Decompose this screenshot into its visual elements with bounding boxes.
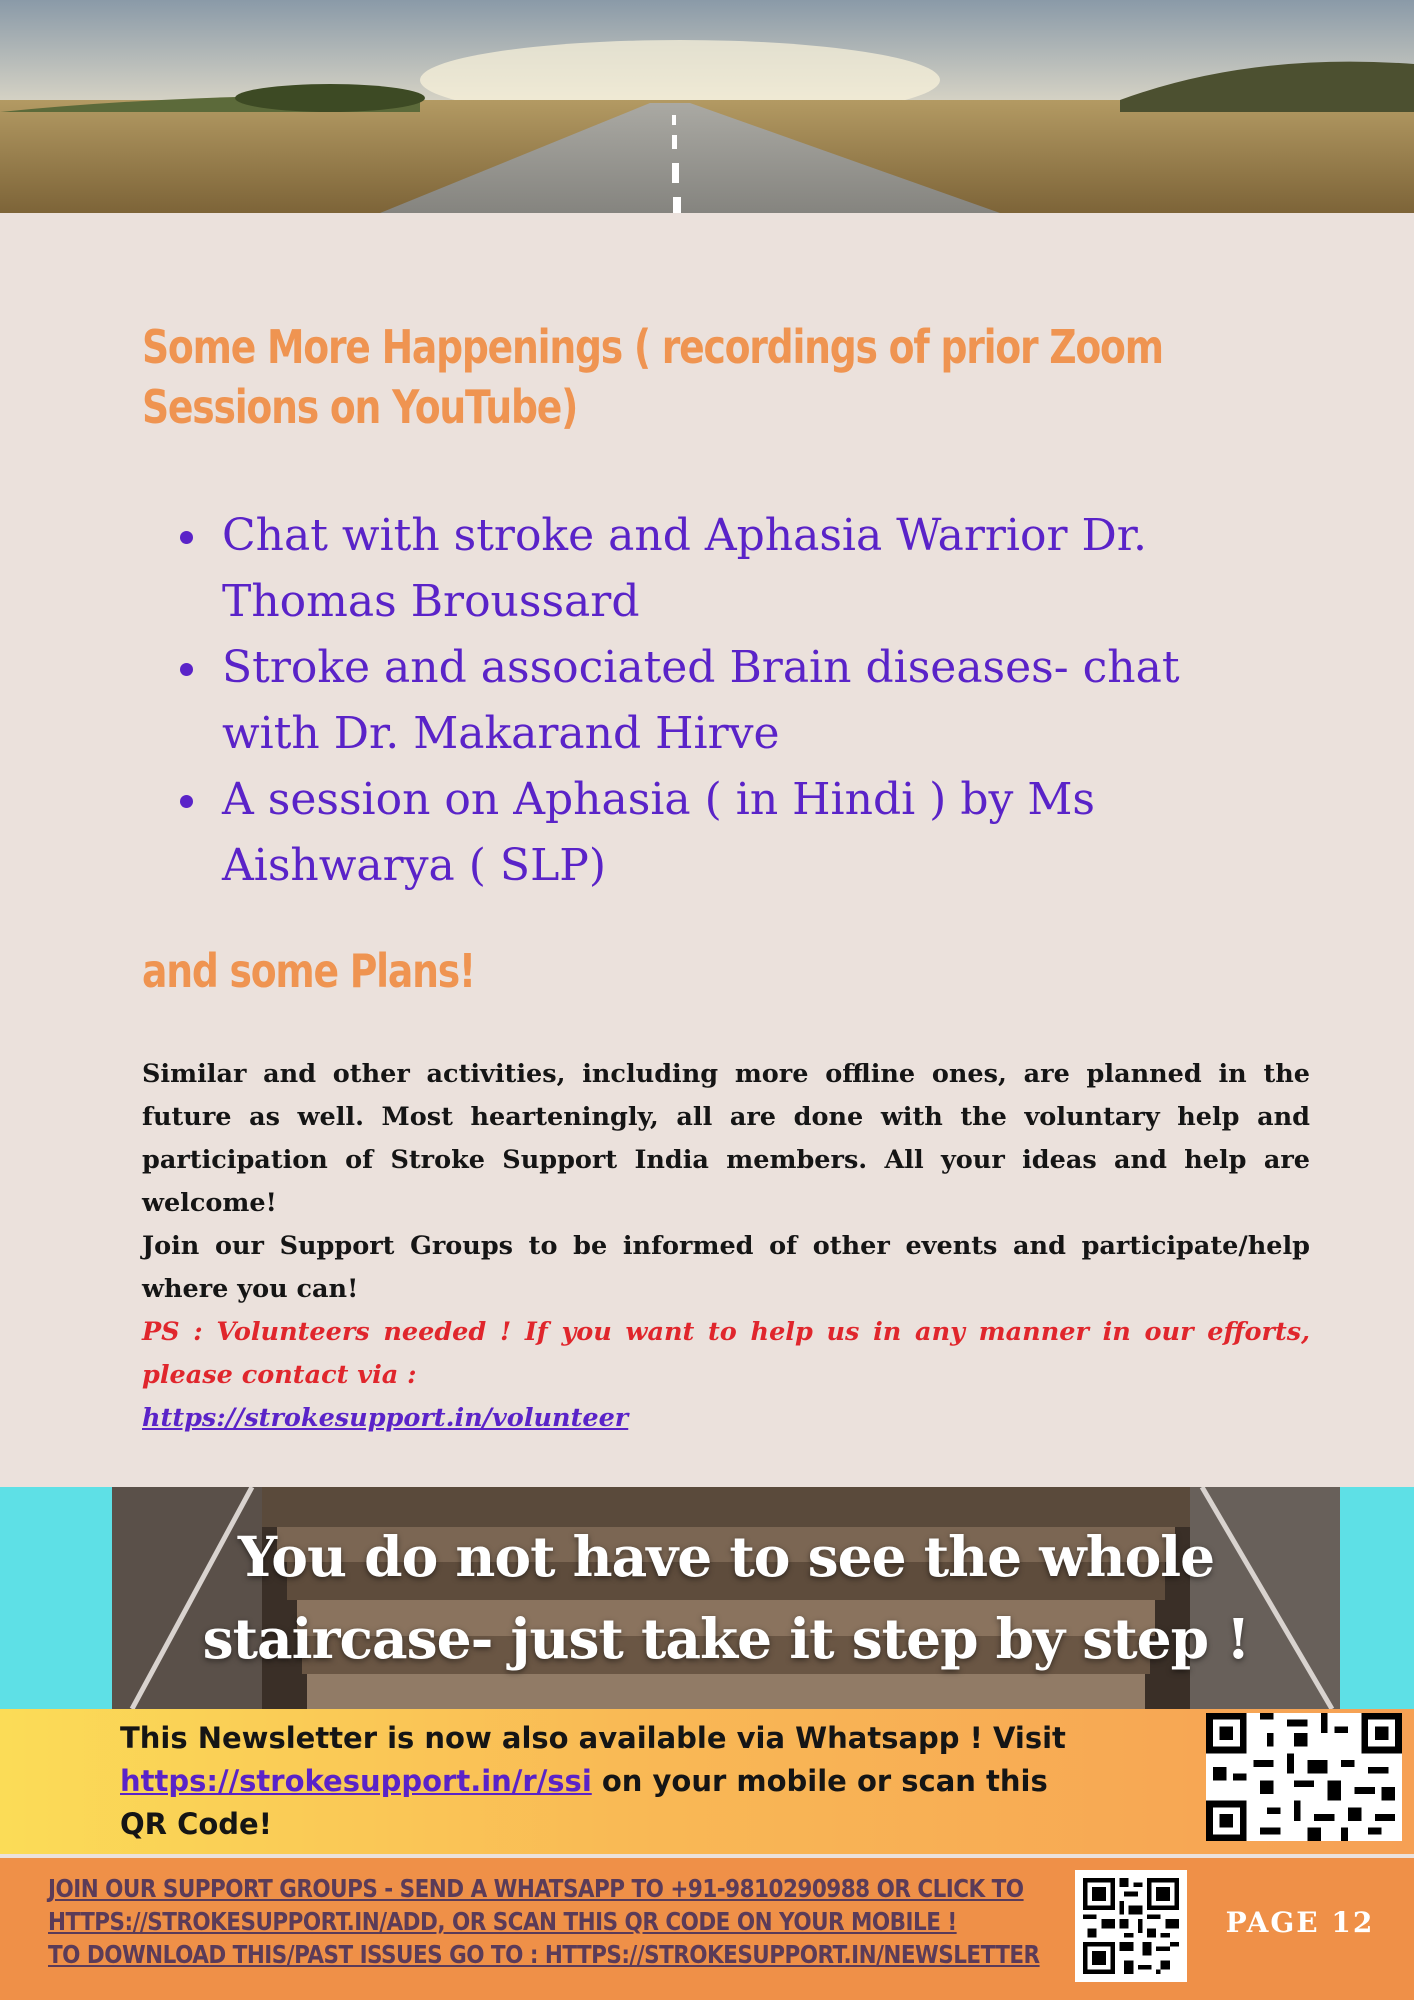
bullet-icon	[180, 531, 193, 544]
volunteer-text: PS : Volunteers needed ! If you want to help us in any manner in our efforts, please contact via :	[142, 1317, 1310, 1390]
whatsapp-text-after: on your mobile or scan this QR Code!	[120, 1764, 1048, 1841]
plans-body	[142, 1053, 1310, 1311]
plans-heading: and some Plans!	[142, 944, 475, 998]
footer-bar	[0, 1858, 1414, 2000]
plans-paragraph: Join our Support Groups to be informed of other events and participate/help where you can!	[142, 1231, 1310, 1304]
list-item	[142, 635, 1242, 767]
list-item	[142, 503, 1242, 635]
bullet-icon	[180, 795, 193, 808]
quote-text-wrap	[112, 1487, 1340, 1709]
bullet-icon	[180, 663, 193, 676]
whatsapp-link[interactable]: https://strokesupport.in/r/ssi	[120, 1764, 592, 1798]
event-text: Chat with stroke and Aphasia Warrior Dr. Thomas Broussard	[222, 510, 1147, 627]
happenings-heading: Some More Happenings ( recordings of prior Zoom Sessions on YouTube)	[142, 320, 1163, 434]
footer-line[interactable]: HTTPS://STROKESUPPORT.IN/ADD, OR SCAN THIS QR CODE ON YOUR MOBILE !	[48, 1907, 957, 1936]
whatsapp-text	[120, 1717, 1080, 1846]
events-list	[142, 503, 1242, 899]
volunteer-note	[142, 1311, 1310, 1440]
header-road-photo	[0, 0, 1414, 213]
event-text: A session on Aphasia ( in Hindi ) by Ms Aishwarya ( SLP)	[222, 774, 1095, 891]
quote-text: You do not have to see the whole staircase- just take it step by step !	[202, 1524, 1250, 1671]
whatsapp-qr-code-icon[interactable]	[1206, 1713, 1402, 1841]
whatsapp-bar	[0, 1709, 1414, 1854]
plans-paragraph: Similar and other activities, including more offline ones, are planned in the future as well. Most hearteningly, all are done with the voluntary help and participation of Stroke Support India members. All your ideas and help are welcome!	[142, 1059, 1310, 1218]
support-group-qr-code-icon[interactable]	[1075, 1870, 1187, 1982]
list-item	[142, 767, 1242, 899]
footer-line[interactable]: TO DOWNLOAD THIS/PAST ISSUES GO TO : HTTPS://STROKESUPPORT.IN/NEWSLETTER	[48, 1940, 1040, 1969]
whatsapp-text-before: This Newsletter is now also available via Whatsapp ! Visit	[120, 1721, 1066, 1755]
quote-banner	[0, 1487, 1414, 1709]
footer-links[interactable]	[48, 1872, 1080, 1971]
footer-line[interactable]: JOIN OUR SUPPORT GROUPS - SEND A WHATSAPP TO +91-9810290988 OR CLICK TO	[48, 1874, 1024, 1903]
page-number: PAGE 12	[1225, 1906, 1375, 1939]
event-text: Stroke and associated Brain diseases- chat with Dr. Makarand Hirve	[222, 642, 1180, 759]
volunteer-link[interactable]: https://strokesupport.in/volunteer	[142, 1403, 629, 1433]
